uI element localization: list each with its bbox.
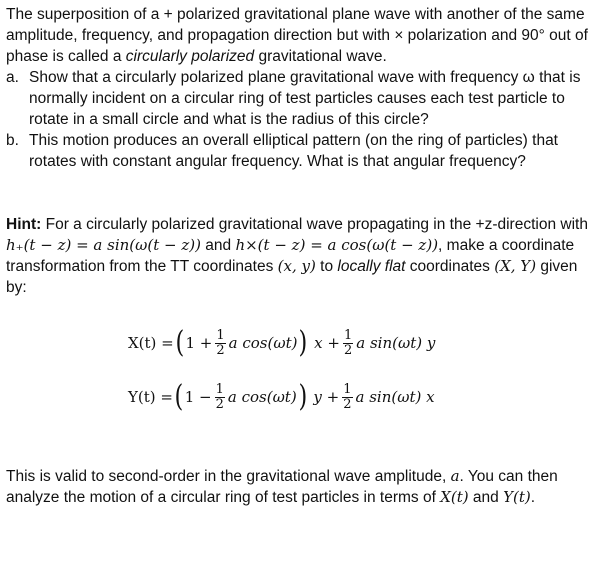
equation-y-open-paren: ( xyxy=(174,379,184,414)
question-item-b xyxy=(6,130,602,172)
equation-y-fraction-2-den: 2 xyxy=(343,396,352,412)
equation-x-one: 1 + xyxy=(185,333,213,352)
intro-paragraph xyxy=(6,4,602,67)
equation-y-fraction-1 xyxy=(215,383,225,412)
equation-x-fraction-1-den: 2 xyxy=(216,342,225,358)
hint-text-6: given by: xyxy=(6,258,578,296)
equation-block xyxy=(6,320,602,438)
flat-coordinates: (X, Y) xyxy=(494,257,537,275)
intro-emphasis: circularly polarized xyxy=(125,48,255,65)
question-marker-b: b. xyxy=(6,132,19,149)
equation-y-lhs: Y(t) = xyxy=(128,387,173,406)
hint-text-4: to xyxy=(315,258,338,275)
equation-x-var: x + xyxy=(314,333,340,352)
h-plus-expression: h₊(t − z) = a sin(ω(t − z)) xyxy=(6,236,201,254)
hint-paragraph xyxy=(6,214,602,298)
h-cross-expression: h×(t − z) = a cos(ω(t − z)) xyxy=(235,236,439,254)
tt-coordinates: (x, y) xyxy=(277,257,316,275)
hint-label: Hint: xyxy=(6,216,42,233)
hint-text-5: coordinates xyxy=(405,258,495,275)
question-marker-a: a. xyxy=(6,69,19,86)
hint-emphasis: locally flat xyxy=(337,258,406,275)
equation-x-fraction-2-num: 1 xyxy=(343,327,353,343)
question-item-a xyxy=(6,67,602,130)
equation-y-cos-term: a cos(ωt) xyxy=(227,387,297,406)
hint-text-3: , make a coordinate transformation from the TT coordinates xyxy=(6,237,575,275)
equation-y-fraction-2 xyxy=(342,383,352,412)
equation-x-fraction-1 xyxy=(215,329,225,358)
equation-y-fraction-1-den: 2 xyxy=(215,396,224,412)
x-of-t: X(t) xyxy=(440,488,469,506)
hint-text-2: and xyxy=(200,237,236,254)
question-list xyxy=(6,67,602,172)
closing-text-3: and xyxy=(468,489,504,506)
equation-x-fraction-1-num: 1 xyxy=(216,327,225,343)
closing-text-2: . You can then analyze the motion of a circular ring of test particles in terms of xyxy=(6,468,558,506)
equation-y-close-paren: ) xyxy=(298,379,307,414)
question-text-a: Show that a circularly polarized plane gravitational wave with frequency ω that is normally incident on a circular ring of test particles causes each test particle to rotate in a small circle and what is the radius of this circle? xyxy=(29,69,581,128)
intro-text-2: gravitational wave. xyxy=(254,48,387,65)
closing-text-4: . xyxy=(530,489,536,506)
equation-y-fraction-1-num: 1 xyxy=(215,381,224,397)
intro-text-1: The superposition of a + polarized gravitational plane wave with another of the same amplitude, frequency, and propagation direction but with × polarization and 90° out of phase is called a xyxy=(6,6,588,65)
equation-x-lhs: X(t) = xyxy=(128,333,174,352)
equation-y xyxy=(128,379,435,414)
equation-y-fraction-2-num: 1 xyxy=(343,381,352,397)
equation-x-fraction-2 xyxy=(343,329,353,358)
closing-text-1: This is valid to second-order in the gravitational wave amplitude, xyxy=(6,468,451,485)
y-of-t: Y(t) xyxy=(503,488,531,506)
equation-x-close-paren: ) xyxy=(298,325,308,360)
question-text-b: This motion produces an overall elliptical pattern (on the ring of particles) that rotates with constant angular frequency. What is that angular frequency? xyxy=(29,132,558,170)
equation-y-var: y + xyxy=(313,387,340,406)
equation-x-cos-term: a cos(ωt) xyxy=(228,333,298,352)
closing-paragraph xyxy=(6,466,602,508)
hint-text-1: For a circularly polarized gravitational wave propagating in the +z-direction with xyxy=(41,216,588,233)
equation-x-sin-term: a sin(ωt) y xyxy=(356,333,436,352)
equation-y-one: 1 − xyxy=(184,387,212,406)
equation-x-open-paren: ( xyxy=(175,325,185,360)
equation-y-sin-term: a sin(ωt) x xyxy=(355,387,435,406)
equation-x-fraction-2-den: 2 xyxy=(343,342,353,358)
amplitude-symbol: a xyxy=(450,467,460,485)
equation-x xyxy=(128,325,436,360)
